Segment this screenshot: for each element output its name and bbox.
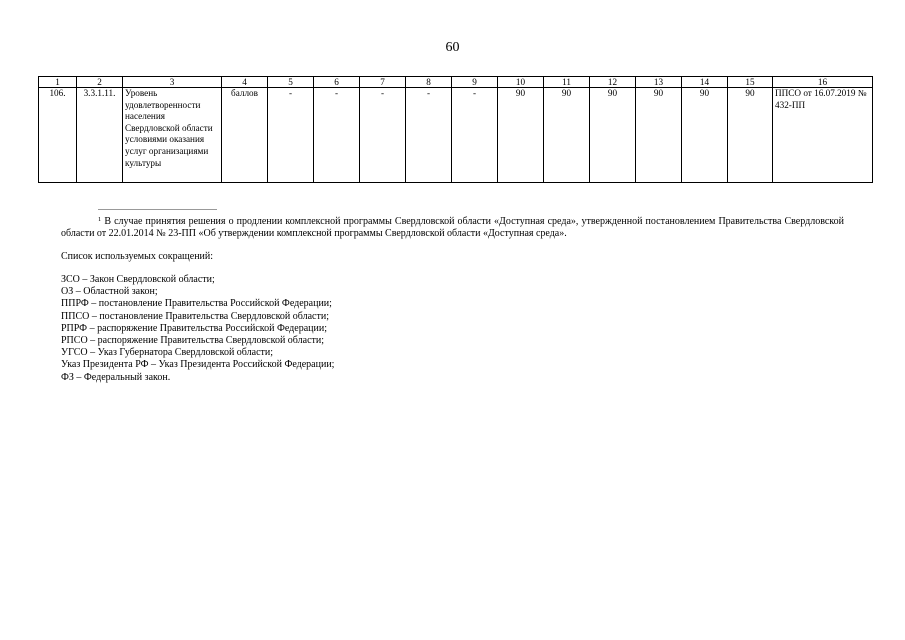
value-cell: 90 bbox=[544, 88, 590, 183]
list-item: ППРФ – постановление Правительства Российской Федерации; bbox=[61, 298, 332, 310]
column-header: 7 bbox=[360, 77, 406, 88]
list-item: УГСО – Указ Губернатора Свердловской области; bbox=[61, 347, 274, 359]
abbreviations-list bbox=[61, 274, 334, 384]
footnote-separator bbox=[98, 209, 217, 210]
row-number-cell: 106. bbox=[39, 88, 77, 183]
column-header: 11 bbox=[544, 77, 590, 88]
unit-cell: баллов bbox=[222, 88, 268, 183]
column-header: 1 bbox=[39, 77, 77, 88]
table-row bbox=[39, 88, 873, 183]
page-number: 60 bbox=[445, 40, 460, 55]
value-cell: 90 bbox=[636, 88, 682, 183]
column-header: 9 bbox=[452, 77, 498, 88]
list-item: Указ Президента РФ – Указ Президента Российской Федерации; bbox=[61, 359, 335, 371]
value-cell: 90 bbox=[498, 88, 544, 183]
column-header: 2 bbox=[77, 77, 123, 88]
column-header: 8 bbox=[406, 77, 452, 88]
indicator-name-cell: Уровень удовлетворенности населения Свердловской области условиями оказания услуг организациями культуры bbox=[123, 88, 222, 183]
column-header: 14 bbox=[682, 77, 728, 88]
footnote bbox=[61, 216, 844, 240]
column-header: 13 bbox=[636, 77, 682, 88]
list-item: РПСО – распоряжение Правительства Свердловской области; bbox=[61, 335, 325, 347]
column-header: 3 bbox=[123, 77, 222, 88]
list-item: ОЗ – Областной закон; bbox=[61, 286, 158, 298]
column-header: 4 bbox=[222, 77, 268, 88]
footnote-text: В случае принятия решения о продлении комплексной программы Свердловской области «Доступная среда», утвержденной постановлением Правительства Свердловской области от 22.01.2014 № 23-ПП «Об утверждении комплексной программы Свердловской области «Доступная среда». bbox=[61, 216, 844, 240]
column-header: 10 bbox=[498, 77, 544, 88]
value-cell: - bbox=[452, 88, 498, 183]
column-header: 16 bbox=[773, 77, 873, 88]
indicators-table bbox=[38, 76, 873, 183]
column-header: 15 bbox=[728, 77, 773, 88]
value-cell: 90 bbox=[728, 88, 773, 183]
value-cell: 90 bbox=[590, 88, 636, 183]
item-code-cell: 3.3.1.11. bbox=[77, 88, 123, 183]
column-header: 5 bbox=[268, 77, 314, 88]
value-cell: - bbox=[406, 88, 452, 183]
column-number-row bbox=[39, 77, 873, 88]
abbreviations-title: Список используемых сокращений: bbox=[61, 251, 214, 262]
list-item: ЗСО – Закон Свердловской области; bbox=[61, 274, 215, 285]
list-item: ППСО – постановление Правительства Свердловской области; bbox=[61, 310, 329, 322]
column-header: 6 bbox=[314, 77, 360, 88]
source-cell: ППСО от 16.07.2019 № 432-ПП bbox=[773, 88, 873, 183]
value-cell: - bbox=[268, 88, 314, 183]
list-item: РПРФ – распоряжение Правительства Российской Федерации; bbox=[61, 322, 327, 334]
value-cell: - bbox=[314, 88, 360, 183]
column-header: 12 bbox=[590, 77, 636, 88]
value-cell: 90 bbox=[682, 88, 728, 183]
footnote-marker: 1 bbox=[98, 216, 102, 223]
value-cell: - bbox=[360, 88, 406, 183]
list-item: ФЗ – Федеральный закон. bbox=[61, 371, 171, 383]
